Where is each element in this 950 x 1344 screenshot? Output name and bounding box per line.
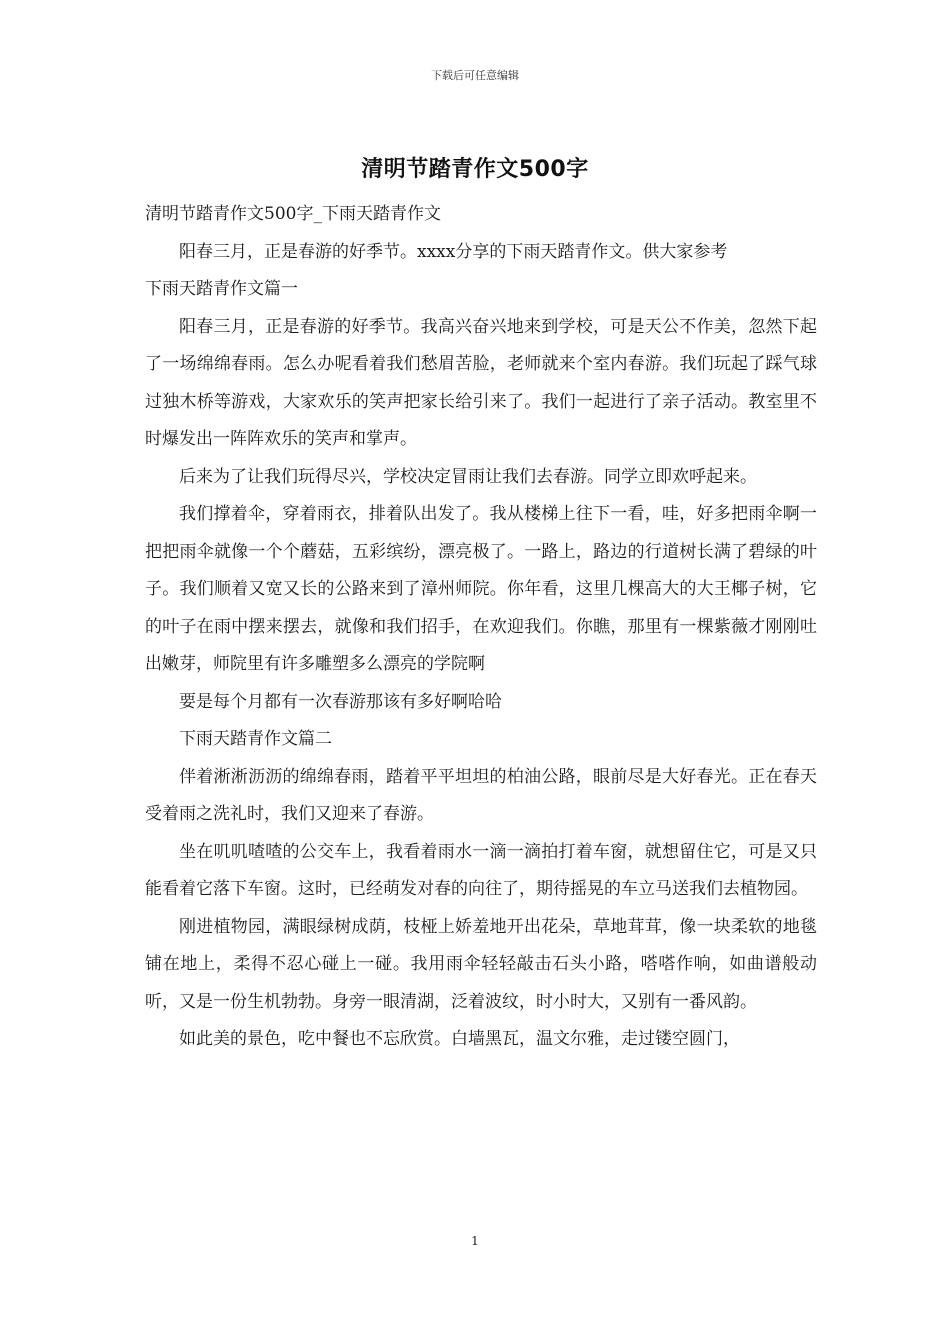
page-number: 1 [471,1234,479,1248]
paragraph-subtitle: 清明节踏青作文500字_下雨天踏青作文 [145,204,441,224]
paragraph: 阳春三月，正是春游的好季节。xxxx分享的下雨天踏青作文。供大家参考 [179,241,728,262]
paragraph: 伴着淅淅沥沥的绵绵春雨，踏着平平坦坦的柏油公路，眼前尽是大好春光。正在春天受着雨之洗礼时，我们又迎来了春游。 [145,766,817,824]
section-heading-1: 下雨天踏青作文篇一 [145,279,298,299]
header-note: 下载后可任意编辑 [431,69,519,82]
paragraph: 坐在叽叽喳喳的公交车上，我看着雨水一滴一滴拍打着车窗，就想留住它，可是又只能看着它落下车窗。这时，已经萌发对春的向往了，期待摇晃的车立马送我们去植物园。 [145,841,817,899]
section-heading-2: 下雨天踏青作文篇二 [179,729,332,749]
paragraph: 如此美的景色，吃中餐也不忘欣赏。白墙黑瓦，温文尔雅，走过镂空圆门， [179,1029,740,1049]
document-title: 清明节踏青作文500字 [361,157,589,182]
paragraph: 阳春三月，正是春游的好季节。我高兴奋兴地来到学校，可是天公不作美，忽然下起了一场绵绵春雨。怎么办呢看着我们愁眉苦脸，老师就来个室内春游。我们玩起了踩气球过独木桥等游戏，大家欢乐的笑声把家长给引来了。我们一起进行了亲子活动。教室里不时爆发出一阵阵欢乐的笑声和掌声。 [145,316,817,449]
paragraph: 我们撑着伞，穿着雨衣，排着队出发了。我从楼梯上往下一看，哇，好多把雨伞啊一把把雨伞就像一个个蘑菇，五彩缤纷，漂亮极了。一路上，路边的行道树长满了碧绿的叶子。我们顺着又宽又长的公路来到了漳州师院。你年看，这里几棵高大的大王椰子树，它的叶子在雨中摆来摆去，就像和我们招手，在欢迎我们。你瞧，那里有一棵紫薇才刚刚吐出嫩芽，师院里有许多雕塑多么漂亮的学院啊 [145,504,817,674]
document-body [145,196,817,1059]
paragraph: 后来为了让我们玩得尽兴，学校决定冒雨让我们去春游。同学立即欢呼起来。 [179,466,757,487]
paragraph: 刚进植物园，满眼绿树成荫，枝桠上娇羞地开出花朵，草地茸茸，像一块柔软的地毯铺在地上，柔得不忍心碰上一碰。我用雨伞轻轻敲击石头小路，嗒嗒作响，如曲谱般动听，又是一份生机勃勃。身旁一眼清湖，泛着波纹，时小时大，又别有一番风韵。 [145,916,817,1012]
paragraph: 要是每个月都有一次春游那该有多好啊哈哈 [179,691,502,712]
